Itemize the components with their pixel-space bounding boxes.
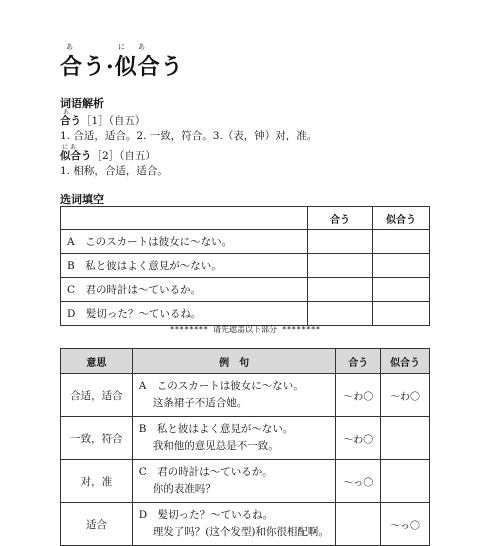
vocab-niau-meaning: 1. 相称，合适，适合。 [60, 165, 168, 177]
answer-example [132, 374, 336, 417]
answer-niau [381, 460, 430, 503]
vocab-niau-word: 似合う [60, 150, 92, 162]
example-cn: 这条裙子不适合她。 [152, 397, 248, 409]
vocab-au-meaning: 1. 合适，适合。2. 一致，符合。3.（表，钟）对，准。 [60, 130, 318, 142]
vocab-niau-ruby: に あ [62, 144, 76, 151]
title-ruby-a2: あ [138, 43, 146, 51]
table-row [61, 460, 430, 503]
page-title [60, 43, 184, 81]
vocab-heading: 词语解析 [60, 97, 104, 110]
answer-example [132, 460, 336, 503]
answer-au [336, 503, 381, 546]
fill-col-blank [61, 207, 308, 230]
answer-meaning: 适合 [61, 503, 133, 546]
answer-niau: ～わ〇 [381, 374, 430, 417]
fill-question: C 君の時計は～ているか。 [61, 278, 308, 302]
example-jp: B 私と彼はよく意見が～ない。 [138, 423, 294, 435]
answer-col-meaning: 意思 [61, 349, 133, 374]
answer-au: ～わ〇 [336, 374, 381, 417]
fill-answer-au[interactable] [308, 230, 373, 254]
fill-table [60, 206, 430, 326]
answer-au: ～っ〇 [336, 460, 381, 503]
title-ruby-au: あ [66, 43, 74, 51]
fill-answer-niau[interactable] [373, 278, 430, 302]
answer-col-niau: 似合う [381, 349, 430, 374]
title-text: 合う·似合う [60, 54, 184, 80]
fill-heading: 选词填空 [60, 193, 104, 206]
answer-col-example: 例 句 [132, 349, 336, 374]
answer-niau [381, 417, 430, 460]
answer-table [60, 348, 430, 546]
answer-example [132, 417, 336, 460]
fill-answer-niau[interactable] [373, 302, 430, 326]
fill-question: A このスカートは彼女に～ない。 [61, 230, 308, 254]
example-cn: 理发了吗？(这个发型)和你很相配啊。 [152, 526, 329, 538]
example-cn: 我和他的意见总是不一致。 [152, 440, 279, 452]
vocab-au-line [60, 109, 146, 128]
table-row [61, 254, 430, 278]
answer-table-header [61, 349, 430, 374]
fill-answer-niau[interactable] [373, 230, 430, 254]
example-jp: D 髪切った？～ているね。 [138, 509, 274, 521]
answer-example [132, 503, 336, 546]
fill-col-niau: 似合う [373, 207, 430, 230]
fill-answer-au[interactable] [308, 254, 373, 278]
table-row [61, 278, 430, 302]
answer-niau: ～っ〇 [381, 503, 430, 546]
vocab-niau-line [60, 144, 156, 163]
fill-answer-niau[interactable] [373, 254, 430, 278]
fill-answer-au[interactable] [308, 278, 373, 302]
example-jp: C 君の時計は～ているか。 [138, 466, 273, 478]
fill-table-header [61, 207, 430, 230]
answer-meaning: 对，准 [61, 460, 133, 503]
fill-question: D 髪切った？～ているね。 [61, 302, 308, 326]
table-row [61, 417, 430, 460]
fill-col-au: 合う [308, 207, 373, 230]
vocab-au-tag: ［1］（自五） [81, 115, 146, 127]
table-row [61, 374, 430, 417]
fill-answer-au[interactable] [308, 302, 373, 326]
vocab-niau-tag: ［2］（自五） [91, 150, 156, 162]
cover-divider: ******** 请先遮盖以下部分 ******** [169, 325, 321, 334]
title-ruby-ni: に [118, 43, 126, 51]
answer-meaning: 合适，适合 [61, 374, 133, 417]
answer-au: ～わ〇 [336, 417, 381, 460]
fill-question: B 私と彼はよく意見が～ない。 [61, 254, 308, 278]
table-row [61, 230, 430, 254]
answer-meaning: 一致，符合 [61, 417, 133, 460]
answer-col-au: 合う [336, 349, 381, 374]
vocab-au-word: 合う [60, 115, 81, 127]
example-cn: 你的表准吗？ [152, 483, 216, 495]
vocab-au-ruby: あ [63, 109, 70, 116]
table-row [61, 503, 430, 546]
table-row [61, 302, 430, 326]
example-jp: A このスカートは彼女に～ない。 [138, 380, 304, 392]
